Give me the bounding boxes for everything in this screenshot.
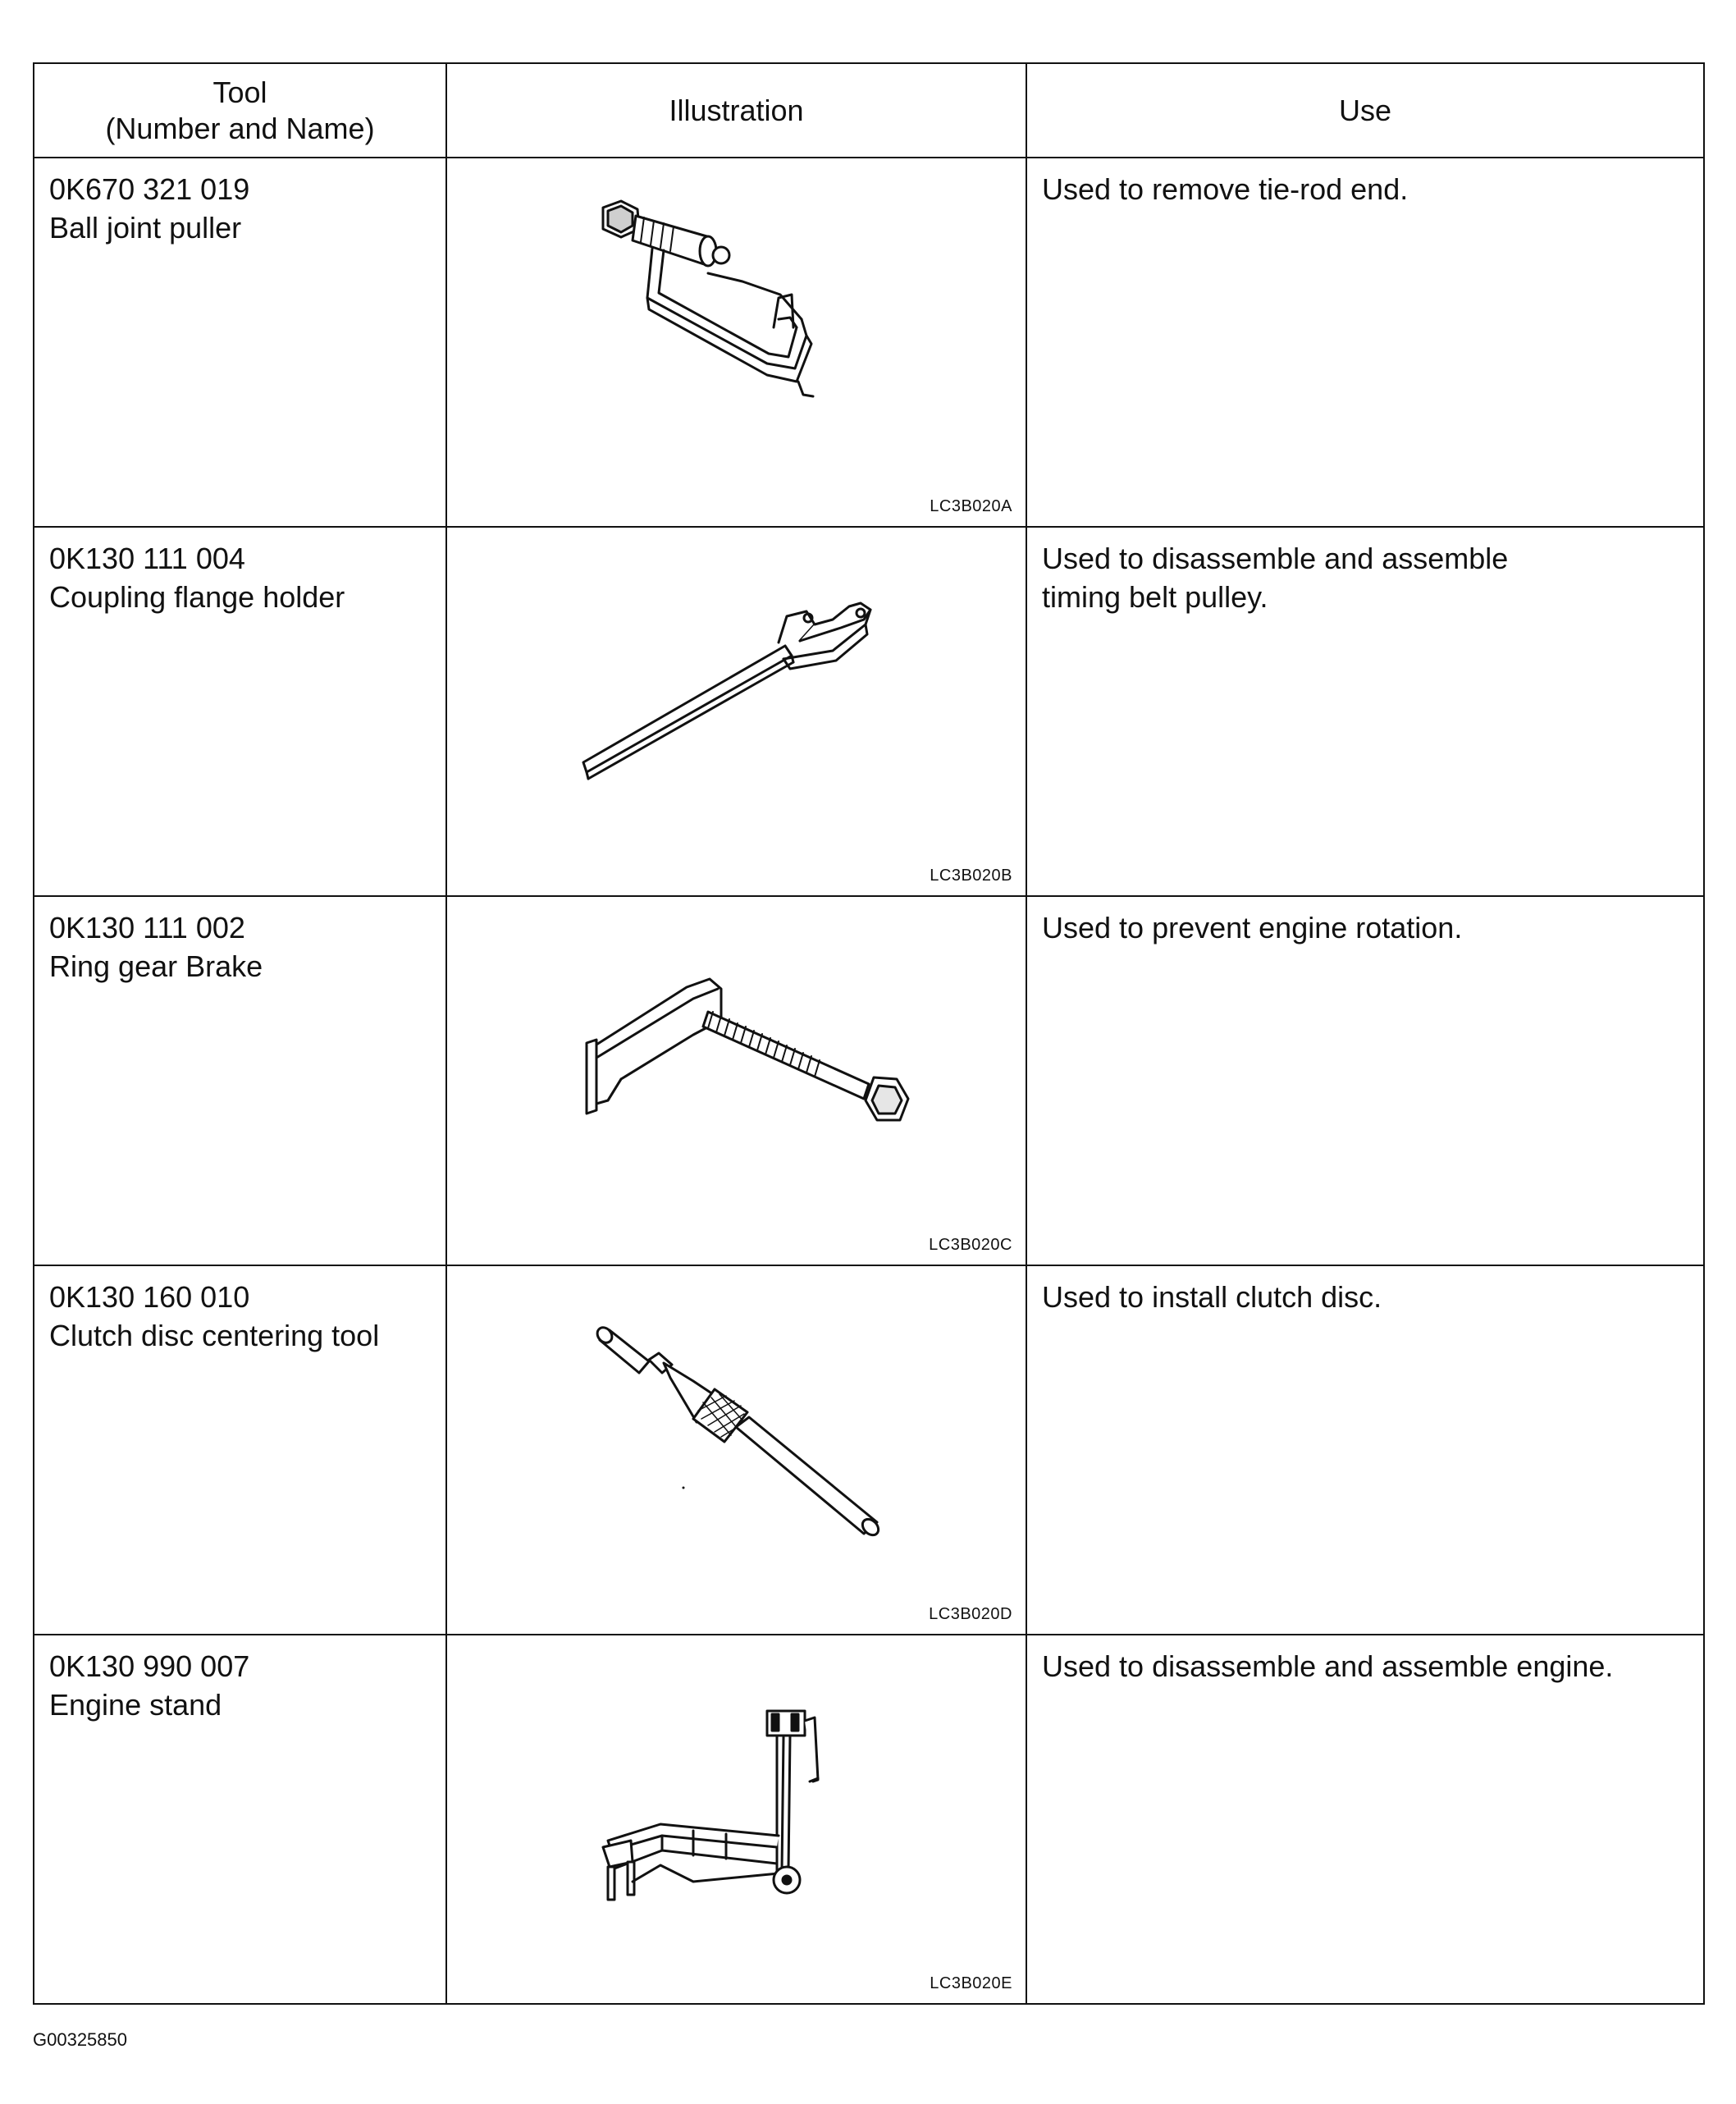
tool-name: Engine stand (49, 1688, 222, 1722)
illustration-code: LC3B020B (930, 867, 1012, 885)
table-row (34, 896, 1704, 1265)
illustration-code: LC3B020E (930, 1974, 1012, 1992)
coupling-flange-holder-icon (447, 528, 1026, 895)
table-row (34, 1265, 1704, 1635)
table-row (34, 158, 1704, 527)
use-cell (1026, 896, 1704, 1265)
use-cell (1026, 1635, 1704, 2004)
use-text: Used to install clutch disc. (1042, 1280, 1382, 1314)
use-text: Used to prevent engine rotation. (1042, 911, 1463, 945)
illustration-code: LC3B020D (929, 1605, 1012, 1623)
table-row (34, 1635, 1704, 2004)
header-tool (34, 63, 446, 158)
illustration-code: LC3B020A (930, 497, 1012, 515)
illustration-cell (446, 527, 1026, 896)
tool-number: 0K130 111 004 (49, 542, 245, 575)
use-cell (1026, 527, 1704, 896)
tool-number: 0K130 990 007 (49, 1649, 250, 1683)
tool-number: 0K670 321 019 (49, 172, 250, 206)
use-text: Used to remove tie-rod end. (1042, 172, 1409, 206)
use-text: timing belt pulley. (1042, 580, 1268, 614)
header-tool-line1: Tool (212, 75, 267, 109)
tool-name: Clutch disc centering tool (49, 1319, 380, 1352)
ball-joint-puller-icon (447, 158, 1026, 526)
illustration-cell (446, 1265, 1026, 1635)
tool-cell (34, 158, 446, 527)
use-cell (1026, 158, 1704, 527)
tool-cell (34, 896, 446, 1265)
illustration-cell (446, 896, 1026, 1265)
tool-cell (34, 1635, 446, 2004)
tool-name: Coupling flange holder (49, 580, 345, 614)
illustration-cell (446, 1635, 1026, 2004)
tool-number: 0K130 160 010 (49, 1280, 250, 1314)
figure-code: G00325850 (33, 2029, 127, 2050)
header-tool-line2: (Number and Name) (105, 111, 375, 145)
tool-name: Ring gear Brake (49, 949, 263, 983)
use-cell (1026, 1265, 1704, 1635)
tool-name: Ball joint puller (49, 211, 242, 245)
tool-cell (34, 527, 446, 896)
tool-number: 0K130 111 002 (49, 911, 245, 945)
use-text: Used to disassemble and assemble (1042, 542, 1509, 575)
illustration-cell (446, 158, 1026, 527)
header-row (34, 63, 1704, 158)
header-use: Use (1026, 63, 1704, 158)
tool-cell (34, 1265, 446, 1635)
ring-gear-brake-icon (447, 897, 1026, 1265)
illustration-code: LC3B020C (929, 1236, 1012, 1254)
table-row (34, 527, 1704, 896)
header-illustration: Illustration (446, 63, 1026, 158)
special-tools-table (33, 62, 1705, 2005)
engine-stand-icon (447, 1635, 1026, 2003)
use-text: Used to disassemble and assemble engine. (1042, 1649, 1614, 1683)
clutch-disc-centering-tool-icon (447, 1266, 1026, 1634)
